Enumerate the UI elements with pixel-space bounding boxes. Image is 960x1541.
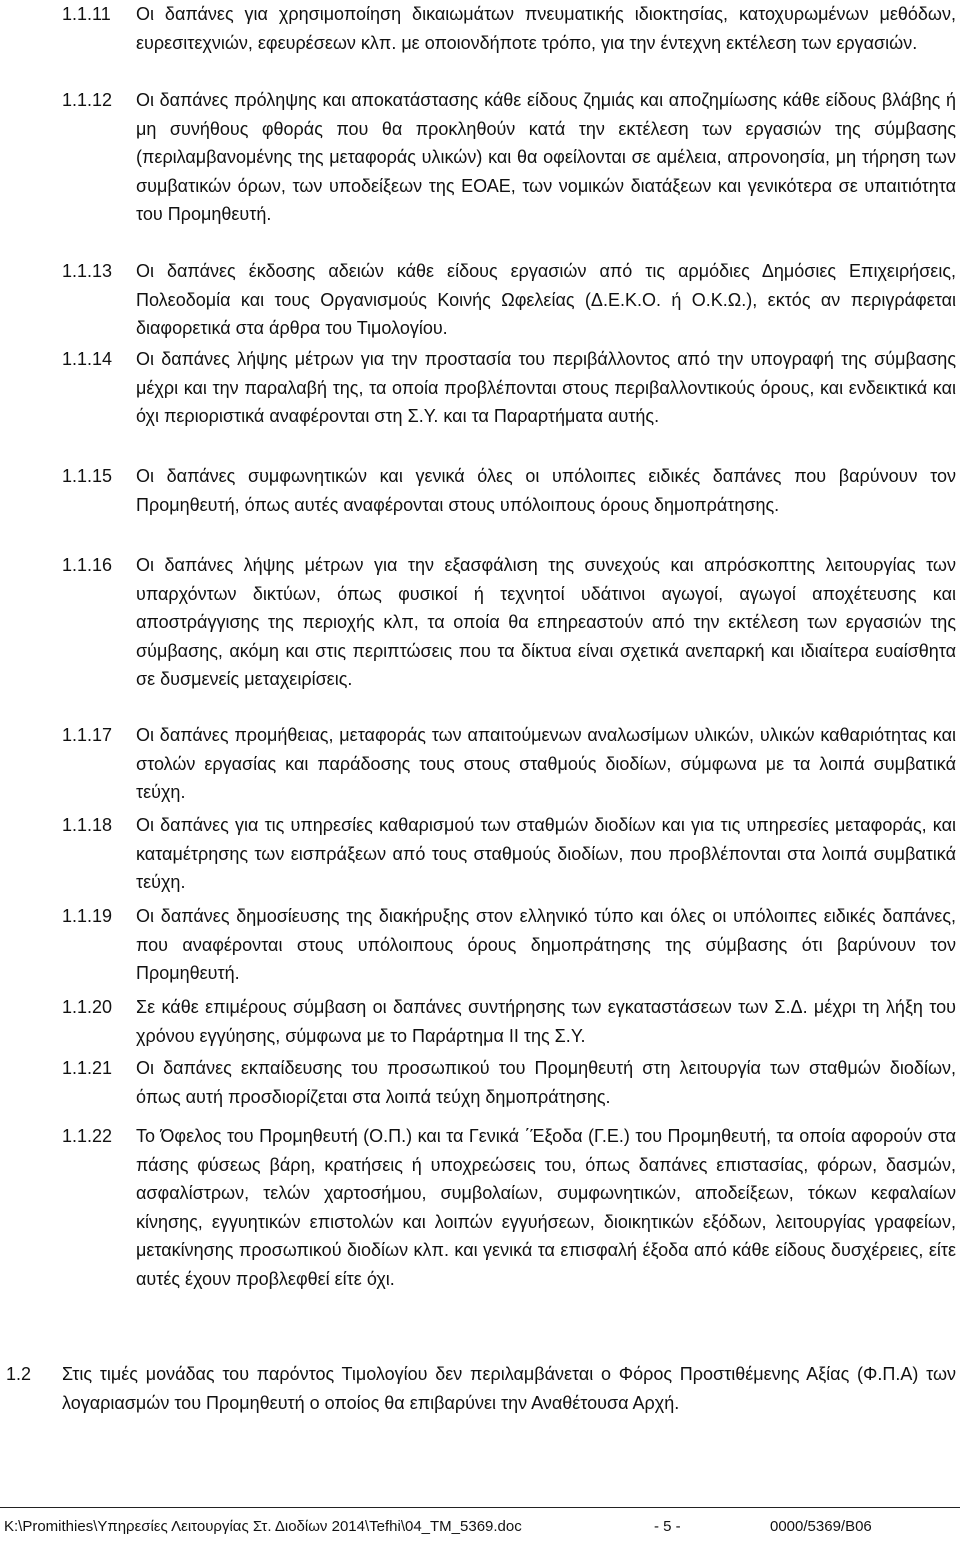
item-number: 1.1.18 — [62, 815, 113, 835]
item-text: Οι δαπάνες προμήθειας, μεταφοράς των απαιτούμενων αναλωσίμων υλικών, υλικών καθαριότητας και στολών εργασίας και παράδοσης τους στους σταθμούς διοδίων, σύμφωνα με τα λοιπά συμβατικά τεύχη. — [136, 725, 956, 802]
item-text: Οι δαπάνες δημοσίευσης της διακήρυξης στον ελληνικό τύπο και όλες οι υπόλοιπες ειδικές δαπάνες, που αναφέρονται στους υπόλοιπους όρους δημοπράτησης της σύμβασης ότι βαρύνουν τον Προμηθευτή. — [136, 906, 956, 983]
list-item — [62, 811, 956, 897]
item-text: Το Όφελος του Προμηθευτή (Ο.Π.) και τα Γενικά ΄Έξοδα (Γ.Ε.) του Προμηθευτή, τα οποία αφορούν στα πάσης φύσεως βάρη, κρατήσεις ή υποχρεώσεις του, όπως δαπάνες επιστασίας, φόρων, δασμών, ασφαλίστρων, τελών χαρτοσήμου, συμβολαίων, συμφωνητικών, αποδείξεων, τόκων κεφαλαίων κίνησης, εγγυητικών επιστολών και λοιπών εγγυήσεων, διοικητικών εξόδων, λειτουργίας γραφείων, μετακίνησης προσωπικού διοδίων κλπ. και γενικά τα επισφαλή έξοδα από κάθε είδους δυσχέρειες, είτε αυτές έχουν προβλεφθεί είτε όχι. — [136, 1126, 956, 1289]
item-text: Οι δαπάνες εκπαίδευσης του προσωπικού του Προμηθευτή στη λειτουργία των σταθμών διοδίων, όπως αυτή προσδιορίζεται στα λοιπά τεύχη δημοπράτησης. — [136, 1058, 956, 1107]
list-item — [62, 551, 956, 694]
list-item — [62, 345, 956, 431]
item-text: Οι δαπάνες λήψης μέτρων για την εξασφάλιση της συνεχούς και απρόσκοπτης λειτουργίας των υπαρχόντων δικτύων, όπως φυσικοί ή τεχνητοί υδάτινοι αγωγοί, αγωγοί αποχέτευσης και αποστράγγισης της περιοχής κλπ, τα οποία θα επηρεαστούν από την εκτέλεση των εργασιών της σύμβασης, ακόμη και στις περιπτώσεις που τα δίκτυα είναι σχετικά ανεπαρκή και ιδιαίτερα ευαίσθητα σε δυσμενείς μεταχειρίσεις. — [136, 555, 956, 689]
footer-file-path: K:\Promithies\Υπηρεσίες Λειτουργίας Στ. Διοδίων 2014\Tefhi\04_TM_5369.doc — [4, 1518, 522, 1535]
list-item — [62, 902, 956, 988]
list-item — [62, 721, 956, 807]
item-text: Οι δαπάνες για χρησιμοποίηση δικαιωμάτων πνευματικής ιδιοκτησίας, κατοχυρωμένων μεθόδων, ευρεσιτεχνιών, εφευρέσεων κλπ. με οποιονδήποτε τρόπο, για την έντεχνη εκτέλεση των εργασιών. — [136, 4, 956, 53]
list-item — [62, 86, 956, 229]
item-number: 1.1.13 — [62, 261, 113, 281]
item-number: 1.1.12 — [62, 90, 113, 110]
item-number: 1.1.15 — [62, 466, 113, 486]
item-number: 1.1.21 — [62, 1058, 113, 1078]
item-number: 1.1.19 — [62, 906, 113, 926]
list-item — [62, 1054, 956, 1111]
list-item — [62, 993, 956, 1050]
list-item — [62, 0, 956, 57]
footer-document-code: 0000/5369/Β06 — [770, 1518, 872, 1535]
section-number: 1.2 — [6, 1364, 32, 1384]
item-number: 1.1.16 — [62, 555, 113, 575]
section-paragraph — [0, 1360, 956, 1417]
item-text: Σε κάθε επιμέρους σύμβαση οι δαπάνες συντήρησης των εγκαταστάσεων των Σ.Δ. μέχρι τη λήξη του χρόνου εγγύησης, σύμφωνα με το Παράρτημα ΙΙ της Σ.Υ. — [136, 997, 956, 1046]
item-text: Οι δαπάνες έκδοσης αδειών κάθε είδους εργασιών από τις αρμόδιες Δημόσιες Επιχειρήσεις, Πολεοδομία και τους Οργανισμούς Κοινής Ωφελείας (Δ.Ε.Κ.Ο. ή Ο.Κ.Ω.), εκτός αν περιγράφεται διαφορετικά στα άρθρα του Τιμολογίου. — [136, 261, 956, 338]
item-number: 1.1.14 — [62, 349, 113, 369]
item-text: Οι δαπάνες λήψης μέτρων για την προστασία του περιβάλλοντος από την υπογραφή της σύμβασης μέχρι και την παραλαβή της, τα οποία προβλέπονται στους περιβαλλοντικούς όρους, και ενδεικτικά και όχι περιοριστικά αναφέρονται στη Σ.Υ. και τα Παραρτήματα αυτής. — [136, 349, 956, 426]
item-number: 1.1.17 — [62, 725, 113, 745]
section-text: Στις τιμές μονάδας του παρόντος Τιμολογίου δεν περιλαμβάνεται ο Φόρος Προστιθέμενης Αξίας (Φ.Π.Α) των λογαριασμών του Προμηθευτή ο οποίος θα επιβαρύνει την Αναθέτουσα Αρχή. — [62, 1364, 956, 1413]
footer-page-number: - 5 - — [654, 1518, 681, 1535]
item-number: 1.1.22 — [62, 1126, 113, 1146]
item-number: 1.1.11 — [62, 4, 111, 24]
item-number: 1.1.20 — [62, 997, 113, 1017]
item-text: Οι δαπάνες για τις υπηρεσίες καθαρισμού των σταθμών διοδίων και για τις υπηρεσίες μεταφοράς, και καταμέτρησης των εισπράξεων από τους σταθμούς διοδίων, που προβλέπονται στα λοιπά συμβατικά τεύχη. — [136, 815, 956, 892]
list-item — [62, 257, 956, 343]
list-item — [62, 462, 956, 519]
item-text: Οι δαπάνες πρόληψης και αποκατάστασης κάθε είδους ζημιάς και αποζημίωσης κάθε είδους βλάβης ή μη συνήθους φθοράς που θα προκληθούν κατά την εκτέλεση των εργασιών της σύμβασης (περιλαμβανομένης της μεταφοράς υλικών) και θα οφείλονται σε αμέλεια, απρονοησία, μη τήρηση των συμβατικών όρων, των υποδείξεων της ΕΟΑΕ, των νομικών διατάξεων και γενικότερα σε υπαιτιότητα του Προμηθευτή. — [136, 90, 956, 224]
list-item — [62, 1122, 956, 1293]
item-text: Οι δαπάνες συμφωνητικών και γενικά όλες οι υπόλοιπες ειδικές δαπάνες που βαρύνουν τον Προμηθευτή, όπως αυτές αναφέρονται στους υπόλοιπους όρους δημοπράτησης. — [136, 466, 956, 515]
page-footer — [0, 1513, 960, 1537]
footer-divider — [0, 1507, 960, 1508]
